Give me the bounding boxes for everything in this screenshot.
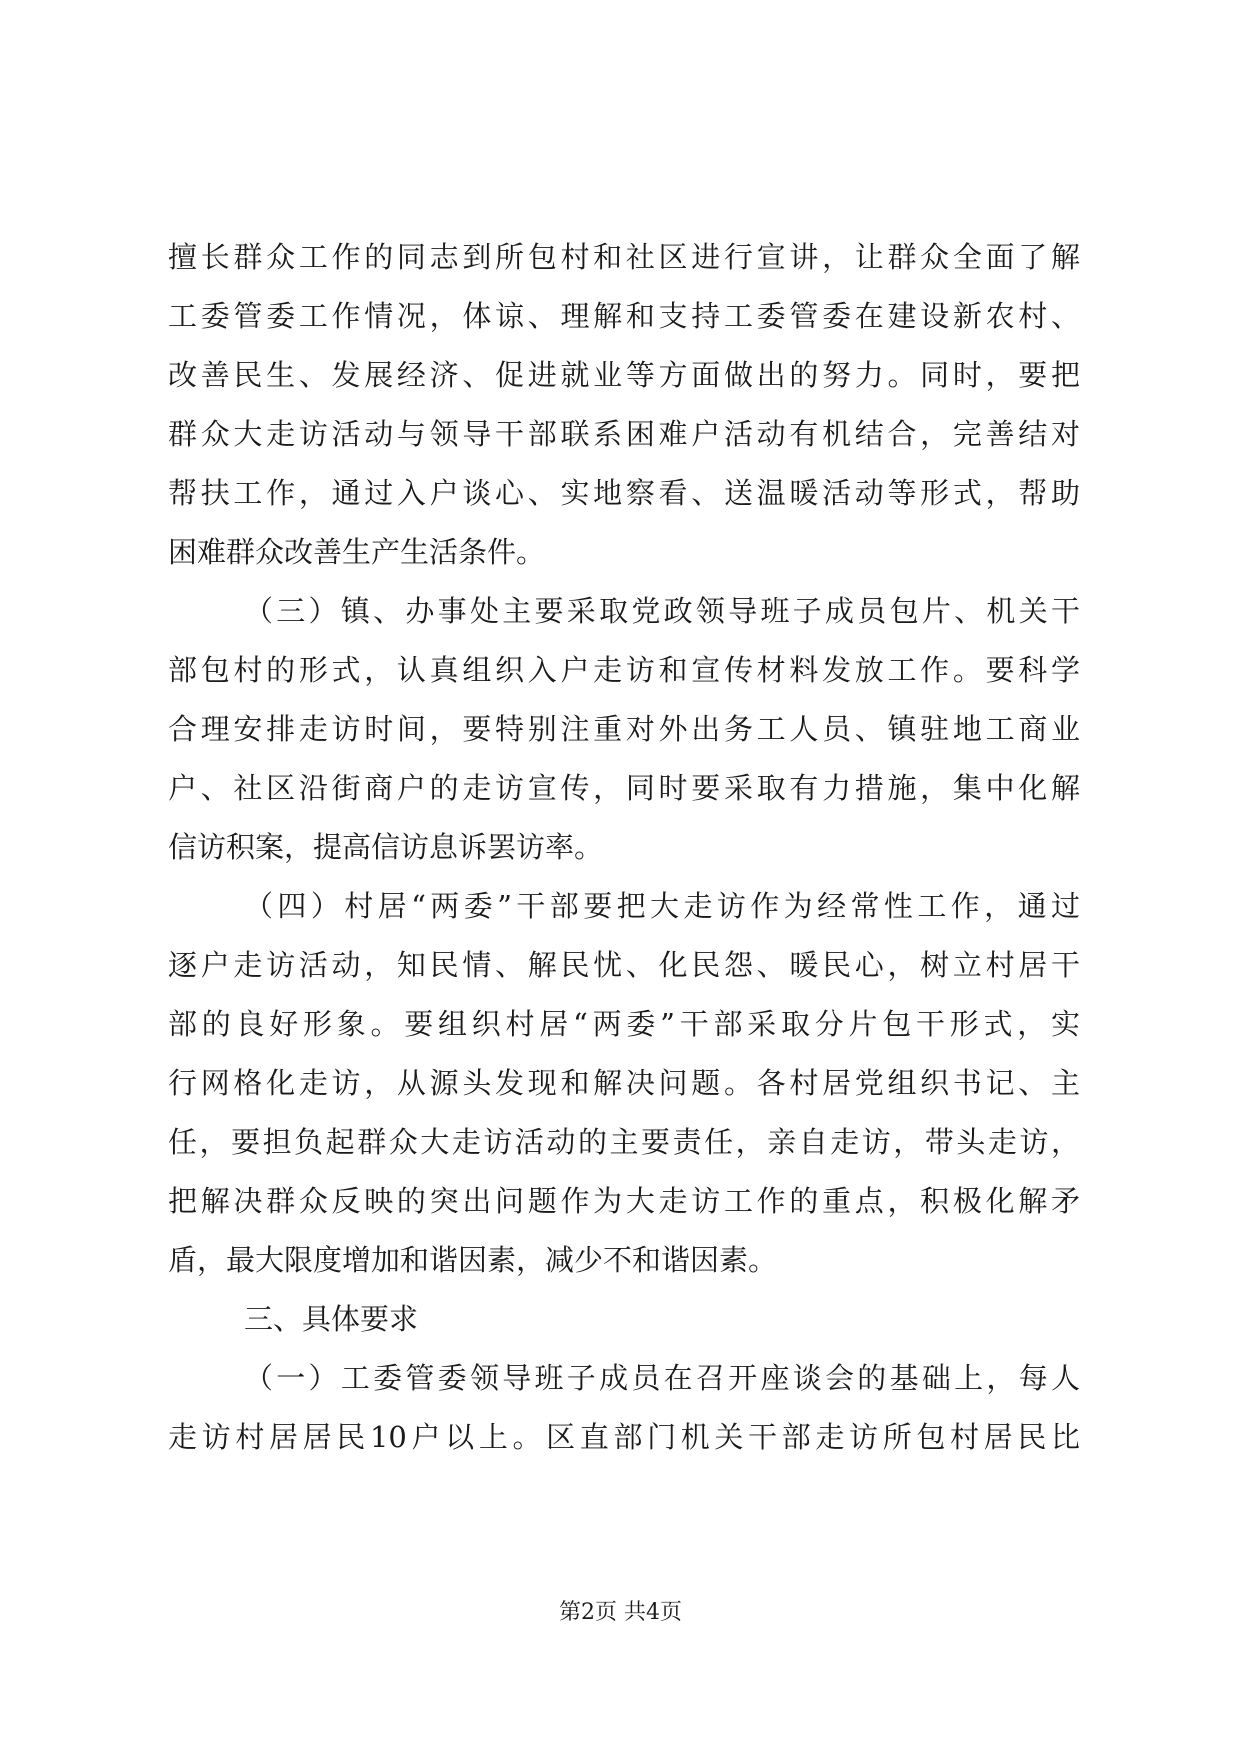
- text-line: 部包村的形式，认真组织入户走访和宣传材料发放工作。要科学: [168, 653, 1080, 687]
- text-line: 户、社区沿街商户的走访宣传，同时要采取有力措施，集中化解: [168, 771, 1080, 805]
- paragraph-start-line: （四）村居“两委”干部要把大走访作为经常性工作，通过: [244, 889, 1080, 923]
- text-line: 盾，最大限度增加和谐因素，减少不和谐因素。: [168, 1243, 778, 1277]
- section-heading: 三、具体要求: [244, 1302, 419, 1336]
- document-body: [168, 228, 1080, 1467]
- text-line: 逐户走访活动，知民情、解民忧、化民怨、暖民心，树立村居干: [168, 948, 1080, 982]
- text-line: 擅长群众工作的同志到所包村和社区进行宣讲，让群众全面了解: [168, 240, 1080, 274]
- text-line: 把解决群众反映的突出问题作为大走访工作的重点，积极化解矛: [168, 1184, 1080, 1218]
- text-line: 信访积案，提高信访息诉罢访率。: [168, 830, 604, 864]
- text-line: 困难群众改善生产生活条件。: [168, 535, 546, 569]
- page-number-footer: 第2页 共4页: [559, 1600, 682, 1625]
- paragraph-start-line: （一）工委管委领导班子成员在召开座谈会的基础上，每人: [244, 1361, 1080, 1395]
- paragraph-start-line: （三）镇、办事处主要采取党政领导班子成员包片、机关干: [244, 594, 1080, 628]
- text-line: 行网格化走访，从源头发现和解决问题。各村居党组织书记、主: [168, 1066, 1080, 1100]
- text-line: 任，要担负起群众大走访活动的主要责任，亲自走访，带头走访，: [168, 1125, 1080, 1159]
- text-line: 工委管委工作情况，体谅、理解和支持工委管委在建设新农村、: [168, 299, 1080, 333]
- text-line: 帮扶工作，通过入户谈心、实地察看、送温暖活动等形式，帮助: [168, 476, 1080, 510]
- text-line: 合理安排走访时间，要特别注重对外出务工人员、镇驻地工商业: [168, 712, 1080, 746]
- text-line: 改善民生、发展经济、促进就业等方面做出的努力。同时，要把: [168, 358, 1080, 392]
- text-line: 走访村居居民10户以上。区直部门机关干部走访所包村居民比: [168, 1420, 1080, 1454]
- text-line: 群众大走访活动与领导干部联系困难户活动有机结合，完善结对: [168, 417, 1080, 451]
- text-line: 部的良好形象。要组织村居“两委”干部采取分片包干形式，实: [168, 1007, 1080, 1041]
